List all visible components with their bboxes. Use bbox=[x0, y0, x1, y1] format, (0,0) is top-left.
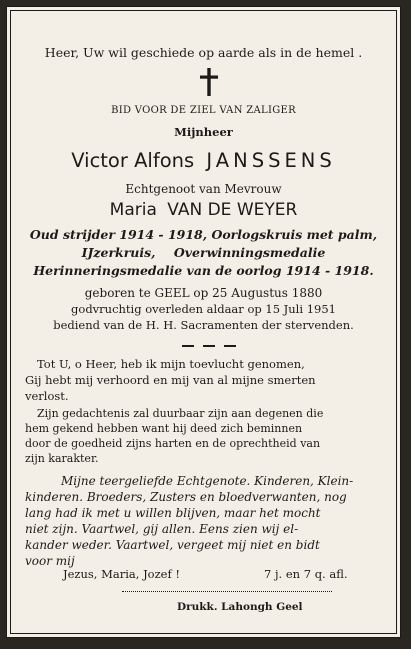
verse-2-line-1: Zijn gedachtenis zal duurbaar zijn aan degenen die bbox=[37, 407, 324, 420]
verse-2-line-2: hem gekend hebben want hij deed zich beminnen bbox=[25, 422, 303, 435]
deceased-name bbox=[7, 149, 400, 172]
honors-iron-cross: IJzerkruis, bbox=[81, 245, 156, 260]
honors-victory-medal: Overwinningsmedalie bbox=[173, 245, 326, 260]
birth-line: geboren te GEEL op 25 Augustus 1880 bbox=[84, 286, 323, 300]
printer-credit: Drukk. Lahongh Geel bbox=[177, 601, 303, 613]
dash-separator bbox=[182, 343, 236, 349]
cross-icon bbox=[197, 67, 221, 97]
verse-2-line-3: door de goedheid zijns harten en de oprechtheid van bbox=[25, 437, 321, 450]
death-line: godvruchtig overleden aldaar op 15 Juli 1951 bbox=[71, 302, 336, 316]
deceased-given-names: Victor Alfons bbox=[71, 149, 195, 172]
prayer-request: BID VOOR DE ZIEL VAN ZALIGER bbox=[111, 105, 296, 116]
opening-prayer: Heer, Uw wil geschiede op aarde als in de hemel . bbox=[44, 45, 363, 60]
deceased-surname: JANSSENS bbox=[206, 149, 336, 172]
farewell-line-1: Mijne teergeliefde Echtgenote. Kinderen, Klein- bbox=[61, 474, 354, 488]
indulgence-note: 7 j. en 7 q. afl. bbox=[264, 567, 348, 581]
verse-2-line-4: zijn karakter. bbox=[25, 452, 99, 465]
verse-1-line-1: Tot U, o Heer, heb ik mijn toevlucht genomen, bbox=[37, 357, 305, 371]
honors-line-1: Oud strijder 1914 - 1918, Oorlogskruis met palm, bbox=[29, 227, 378, 242]
memorial-card bbox=[6, 6, 401, 638]
verse-1-line-3: verlost. bbox=[25, 389, 69, 403]
farewell-line-2: kinderen. Broeders, Zusters en bloedverwanten, nog bbox=[25, 490, 347, 504]
farewell-line-6: voor mij bbox=[25, 554, 75, 568]
honors-line-3: Herinneringsmedalie van de oorlog 1914 - 1918. bbox=[33, 263, 374, 278]
spouse-label: Echtgenoot van Mevrouw bbox=[125, 182, 282, 196]
farewell-line-4: niet zijn. Vaartwel, gij allen. Eens zien wij el- bbox=[25, 522, 299, 536]
spouse-name bbox=[7, 200, 400, 220]
spouse-given-name: Maria bbox=[109, 200, 157, 220]
invocation: Jezus, Maria, Jozef ! bbox=[63, 567, 180, 581]
verse-1-line-2: Gij hebt mij verhoord en mij van al mijne smerten bbox=[25, 373, 316, 387]
sacraments-line: bediend van de H. H. Sacramenten der stervenden. bbox=[53, 318, 354, 332]
salutation: Mijnheer bbox=[174, 125, 233, 139]
footer-rule bbox=[122, 591, 332, 592]
farewell-line-5: kander weder. Vaartwel, vergeet mij niet en bidt bbox=[25, 538, 320, 552]
farewell-line-3: lang had ik met u willen blijven, maar het mocht bbox=[25, 506, 321, 520]
spouse-surname: VAN DE WEYER bbox=[167, 200, 298, 220]
honors-line-2 bbox=[7, 245, 400, 260]
